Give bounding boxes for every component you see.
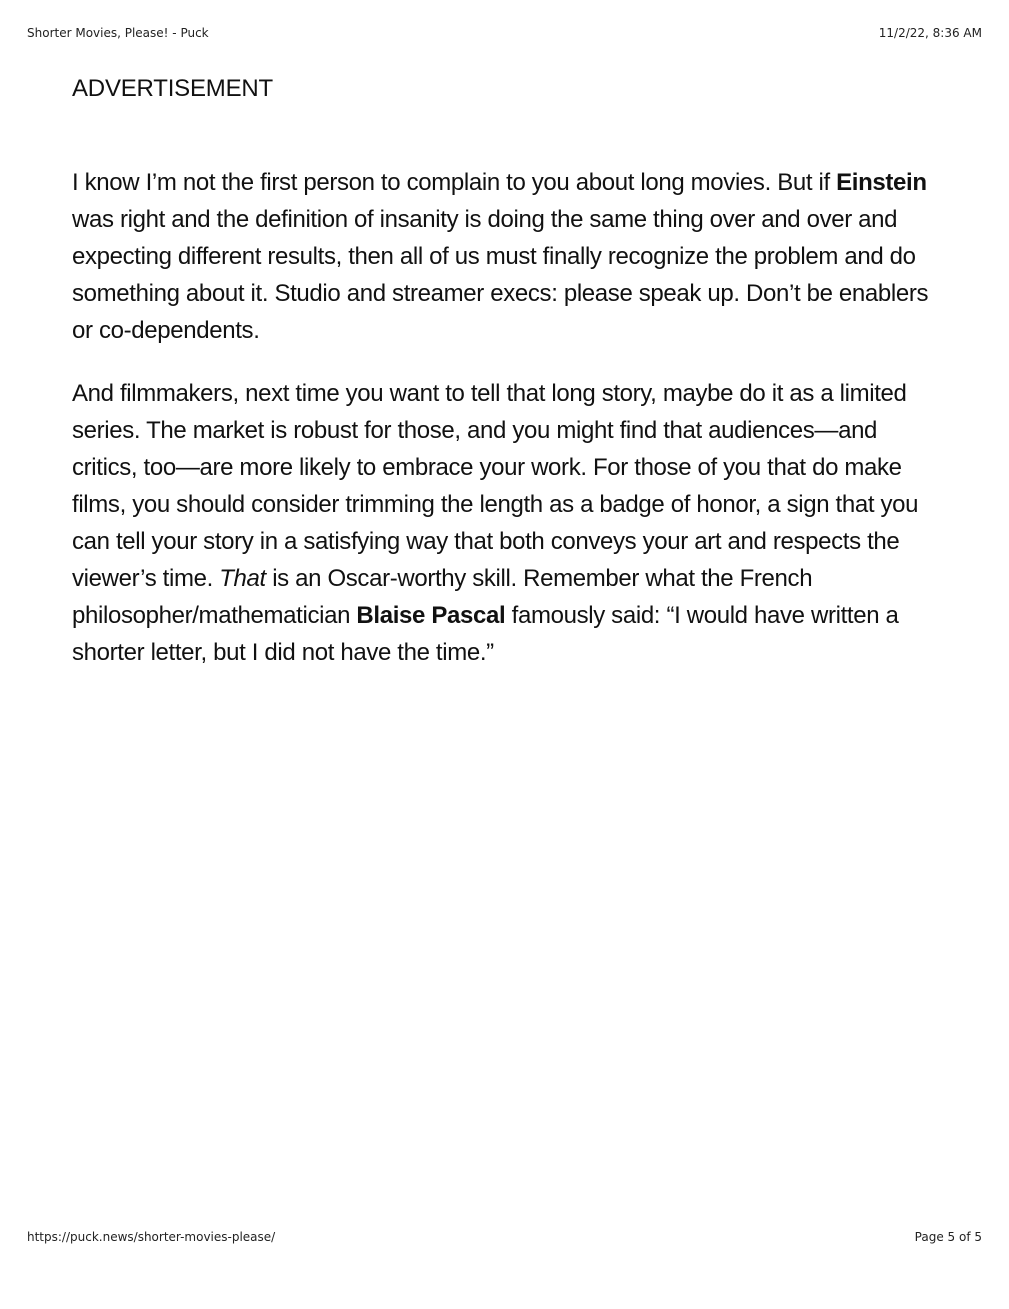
print-header [27,26,982,40]
page-number: Page 5 of 5 [914,1230,982,1244]
paragraph-einstein [72,164,942,349]
article-body [72,74,942,697]
advertisement-label: ADVERTISEMENT [72,75,273,102]
italic-emphasis: That [219,565,266,592]
page-url: https://puck.news/shorter-movies-please/ [27,1230,276,1244]
paragraph-text: And filmmakers, next time you want to tell that long story, maybe do it as a limited series. The market is robust for those, and you might find that audiences—and critics, too—are more likely to embrace your work. For those of you that do make films, you should consider trimming the length as a badge of honor, a sign that you can tell your story in a satisfying way that both conveys your art and respects the viewer’s time. [72,380,919,592]
paragraph-text: famously said: “I would have written a shorter letter, but I did not have the time.” [72,602,899,666]
page-title: Shorter Movies, Please! - Puck [27,26,209,40]
print-footer [27,1230,982,1244]
paragraph-text: is an Oscar-worthy skill. Remember what the French philosopher/mathematician [72,565,813,629]
paragraph-filmmakers [72,375,942,671]
bold-name-einstein: Einstein [836,169,927,196]
paragraph-text: was right and the definition of insanity is doing the same thing over and over and expecting different results, then all of us must finally recognize the problem and do something about it. Studio and streamer execs: please speak up. Don’t be enablers or co-dependents. [72,206,929,344]
print-datetime: 11/2/22, 8:36 AM [878,26,982,40]
bold-name-pascal: Blaise Pascal [356,602,506,629]
paragraph-text: I know I’m not the first person to complain to you about long movies. But if [72,169,837,196]
